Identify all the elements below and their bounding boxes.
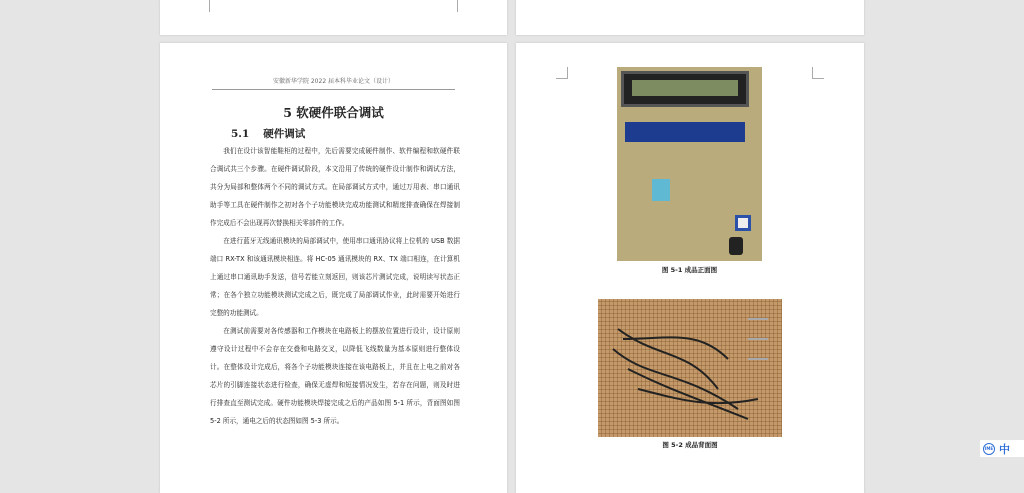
document-page-right	[516, 43, 864, 493]
figure-front-photo	[617, 67, 762, 261]
margin-mark	[812, 67, 824, 79]
body-text	[210, 142, 460, 430]
ime-logo-icon[interactable]: IME	[983, 443, 995, 455]
paragraph: 我们在设计该智能鞋柜的过程中，先后需要完成硬件制作、软件编程和软硬件联合调试共三个步骤。在硬件调试阶段，本文沿用了传统的硬件设计制作和调试方法，共分为局部和整体两个不同的调试方式。在局部调试方式中，通过万用表、串口通讯助手等工具在硬件制作之初对各个子功能模块完成功能测试和精度排查确保在焊接制作完成后不会出现再次替换相关零部件的工作。	[210, 147, 460, 227]
capacitor	[729, 237, 743, 255]
ime-mode-toggle[interactable]: 中	[999, 442, 1010, 456]
figure-back-photo	[598, 299, 782, 437]
wiring	[598, 299, 782, 437]
sensor-module	[652, 179, 670, 201]
figure-caption: 图 5-1 成品正面图	[661, 266, 718, 274]
page-header: 安徽新华学院 2022 届本科毕业论文（设计）	[212, 76, 455, 90]
chapter-title: 5 软硬件联合调试	[283, 105, 384, 120]
previous-page-right	[516, 0, 864, 35]
previous-page-left	[160, 0, 507, 35]
section-title: 硬件调试	[263, 128, 306, 140]
margin-mark	[198, 0, 210, 12]
document-page-left	[160, 43, 507, 493]
section-heading	[231, 126, 319, 141]
section-number: 5.1	[231, 128, 250, 140]
potentiometer	[735, 215, 751, 231]
ime-toolbar[interactable]	[980, 440, 1024, 457]
margin-mark	[457, 0, 469, 12]
paragraph: 在进行蓝牙无线通讯模块的局部调试中，使用串口通讯协议将上位机的 USB 数据端口 RX-TX 和该通讯模块相连。将 HC-05 通讯模块的 RX、TX 端口相连，在计算机上通过串口通讯助手发送，信号若能立刻返回，则该芯片测试完成，说明读写状态正常；在各个独立功能模块测试完成之后，既完成了局部调试作业，此时需要开始进行完整的功能测试。	[210, 237, 460, 317]
figure-caption: 图 5-2 成品背面图	[662, 441, 718, 449]
margin-mark	[556, 67, 568, 79]
lcd-display	[621, 71, 749, 107]
bluetooth-module	[625, 122, 745, 142]
paragraph: 在测试前需要对各传感器和工作模块在电路板上的摆放位置进行设计，设计原则遵守设计过程中不会存在交叠和电路交叉，以降低飞线数量为基本原则进行整体设计。在整体设计完成后，将各个子功能模块连接在该电路板上，并且在上电之前对各芯片的引脚连接状态进行检查，确保无虚焊和短接情况发生，若存在问题，则及时进行排查直至测试完成。硬件功能模块焊接完成之后的产品如图 5-1 所示，背面图如图 5-2 所示，通电之后的状态图如图 5-3 所示。	[210, 327, 460, 425]
